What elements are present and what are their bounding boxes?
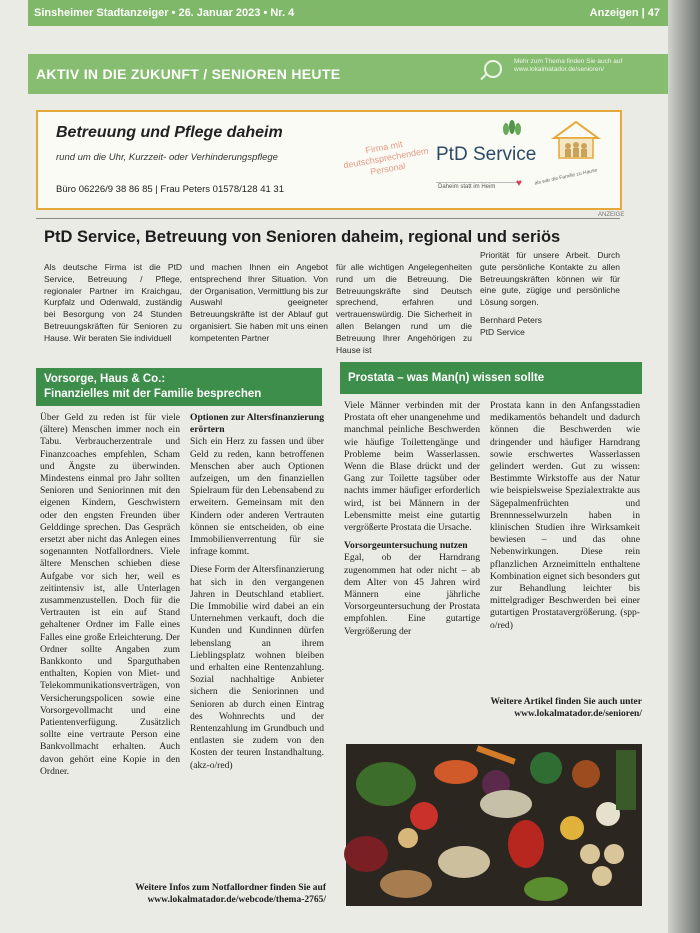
article2-column-2 bbox=[190, 412, 324, 882]
vegetables-photo bbox=[346, 744, 642, 906]
article3-column-2: Prostata kann in den Anfangsstadien medikamentös behandelt und dadurch können die Beschwerden wie dringender und häufiger Harndrang sowie erschwertes Wasserlassen gelindert werden. Gut zu wissen: Bestimmte Wirkstoffe aus der Natur wie beispielsweise Spezialextrakte aus Sägepalmenfrüchten und Brennnesselwurzeln haben in klinischen Studien ihre Wirksamkeit bewiesen – und das ohne Nebenwirkungen. Diese rein pflanzlichen Arzneimitteln enthaltene Kombination eignet sich besonders gut zur Behandlung leichter bis mittelgradiger Beschwerden bei einer gutartigen Prostatavergrößerung. (spp-o/red) bbox=[490, 400, 640, 631]
divider-line bbox=[36, 218, 620, 219]
article-title: PtD Service, Betreuung von Senioren daheim, regional und seriös bbox=[44, 228, 561, 246]
advertisement-box bbox=[36, 110, 622, 210]
article1-column-2: und machen Ihnen ein Angebot entsprechend Ihrer Situation. Von der Organisation, Vermittlung bis zur Auswahl geeigneter Betreuungskräfte ist der Ablauf gut organisiert. Sie haben mit uns einen kompetenten Partner bbox=[190, 262, 328, 343]
article2-footer bbox=[40, 882, 326, 906]
leaf-icon bbox=[500, 118, 524, 136]
masthead-bar bbox=[28, 0, 668, 26]
article3-footer bbox=[346, 696, 642, 720]
search-icon bbox=[484, 60, 502, 78]
section-banner bbox=[28, 54, 668, 94]
article3-title: Prostata – was Man(n) wissen sollte bbox=[348, 372, 545, 384]
ad-label: ANZEIGE bbox=[598, 212, 625, 218]
article3-column-1 bbox=[344, 400, 480, 690]
article2-column-1: Über Geld zu reden ist für viele (ältere) Menschen immer noch ein Tabu. Verbraucherzentrale und Finanzcoaches empfehlen, Scham und Ängste zu überwinden. Mindestens einmal pro Jahr sollten Senioren und Seniorinnen mit den eigenen Kindern, Geschwistern oder den engsten Freunden über Gelddinge sprechen. Das Gespräch ersetzt aber nicht das Anlegen eines sogenannten Notfallordners. Viele ältere Menschen schieben diese Aufgabe vor sich her, weil es zeitintensiv ist, alle Unterlagen zusammenzustellen. Doch für die Vertrauten ist ein auf Stand gehaltener Ordner im Falle eines Falles eine große Erleichterung. Der Ordner sollte Angaben zum Bankkonto und Sparguthaben enthalten, Kopien von Miet- und Telekommunikationsverträgen, von Versicherungspolicen sowie eine Vorsorgevollmacht und eine Patientenverfügung. Zusätzlich sollte eine vertraute Person eine Bankvollmacht erhalten. Auch davon gehört eine Kopie in den Ordner. bbox=[40, 412, 180, 777]
house-logo-icon bbox=[550, 118, 602, 162]
masthead-left: Sinsheimer Stadtanzeiger • 26. Januar 2023 • Nr. 4 bbox=[34, 7, 295, 19]
article2-title-line2: Finanzielles mit der Familie besprechen bbox=[44, 388, 262, 400]
heart-icon: ♥ bbox=[516, 178, 522, 189]
article2-title-line1: Vorsorge, Haus & Co.: bbox=[44, 373, 166, 385]
article3-footer-link: www.lokalmatador.de/senioren/ bbox=[514, 709, 642, 719]
ad-subline: rund um die Uhr, Kurzzeit- oder Verhinderungspflege bbox=[56, 152, 278, 163]
signature-name: Bernhard Peters bbox=[480, 314, 542, 325]
article2-paragraph-2: Diese Form der Altersfinanzierung hat sich in den vergangenen Jahren in Deutschland etabliert. Die Immobilie wird dabei an ein Unternehmen verkauft, doch die Kunden und Kundinnen dürfen lebenslang an ihrem Lieblingsplatz wohnen bleiben und erhalten eine Rentenzahlung. Sozial nachhaltige Anbieter sichern die Seniorinnen und Senioren ab durch einen Eintrag des Wohnrechts und der Rentenzahlung im Grundbuch und entlasten sie zudem von den Kosten der teuren Instandhaltung. (akz-o/red) bbox=[190, 564, 324, 771]
article3-paragraph-2: Egal, ob der Harndrang zugenommen hat oder nicht – ab dem Alter von 45 Jahren wird Männern eine jährliche Vorsorgeuntersuchung der Prostata empfohlen. Eine gutartige Vergrößerung der bbox=[344, 552, 480, 637]
article1-column-1: Als deutsche Firma ist die PtD Service, Betreuung / Pflege, regionaler Partner im Kraichgau, Kurpfalz und Odenwald, zuständig bei Besorgung von 24 Stunden Betreuungskräften für Senioren zu Hause. Wir beraten Sie individuell bbox=[44, 262, 182, 343]
ad-tagline: Daheim statt im Heim bbox=[438, 184, 496, 190]
article1-column-4-text: Priorität für unsere Arbeit. Durch gute persönliche Kontakte zu allen Betreuungskräften können wir für eine gute, zügige und persönliche Lösung sorgen. bbox=[480, 250, 620, 308]
article2-paragraph-1: Sich ein Herz zu fassen und über Geld zu reden, kann betroffenen Menschen aber auch Optionen aufzeigen, um den finanziellen Spielraum für den Lebensabend zu erweitern. Gemeinsam mit den Kindern oder anderen Vertrauten können sie entscheiden, ob eine Immobilienverrentung für sie infrage kommt. bbox=[190, 436, 324, 558]
article2-footer-line1: Weitere Infos zum Notfallordner finden Sie auf bbox=[135, 883, 326, 893]
article2-subheading: Optionen zur Altersfinanzierung erörtern bbox=[190, 412, 324, 436]
ad-tagline-secondary: als wär die Familie zu Hause bbox=[534, 167, 598, 187]
ad-divider bbox=[436, 182, 520, 183]
page-edge-shadow bbox=[668, 0, 700, 933]
article3-footer-line1: Weitere Artikel finden Sie auch unter bbox=[490, 697, 642, 707]
article3-subheading: Vorsorgeuntersuchung nutzen bbox=[344, 540, 468, 552]
article3-header bbox=[340, 362, 642, 394]
article1-column-3: für alle wichtigen Angelegenheiten rund um die Betreuung. Die Betreuungskräfte sind Deutsch sprechend, erfahren und vertrauenswürdig. Die Sicherheit in allen Belangen rund um die Betreuung Ihrer Angehörigen zu Hause ist bbox=[336, 262, 472, 355]
section-hint bbox=[514, 58, 664, 74]
ad-stamp: Firma mit deutschsprechendem Personal bbox=[342, 138, 430, 177]
ad-contact: Büro 06226/9 38 86 85 | Frau Peters 01578/128 41 31 bbox=[56, 184, 284, 195]
article1-column-4 bbox=[480, 250, 620, 346]
ad-headline: Betreuung und Pflege daheim bbox=[56, 124, 283, 141]
section-hint-line1: Mehr zum Thema finden Sie auch auf bbox=[514, 58, 623, 65]
article2-footer-link: www.lokalmatador.de/webcode/thema-2765/ bbox=[147, 895, 326, 905]
section-hint-line2: www.lokalmatador.de/senioren/ bbox=[514, 66, 604, 73]
section-title: AKTIV IN DIE ZUKUNFT / SENIOREN HEUTE bbox=[36, 66, 341, 82]
signature-company: PtD Service bbox=[480, 326, 525, 337]
masthead-right: Anzeigen | 47 bbox=[589, 7, 660, 19]
article3-paragraph-1: Viele Männer verbinden mit der Prostata oft eher unangenehme und manchmal peinliche Beschwerden wie häufige Toilettengänge und Probleme beim Wasserlassen. Wenn die Blase drückt und der Gang zur Toilette tagsüber oder nachts immer häufiger erforderlich wird, ist bei Männern in der Lebensmitte meist eine gutartig vergrößerte Prostata die Ursache. bbox=[344, 400, 480, 534]
article2-header bbox=[36, 368, 322, 406]
ad-brand: PtD Service bbox=[436, 144, 537, 165]
